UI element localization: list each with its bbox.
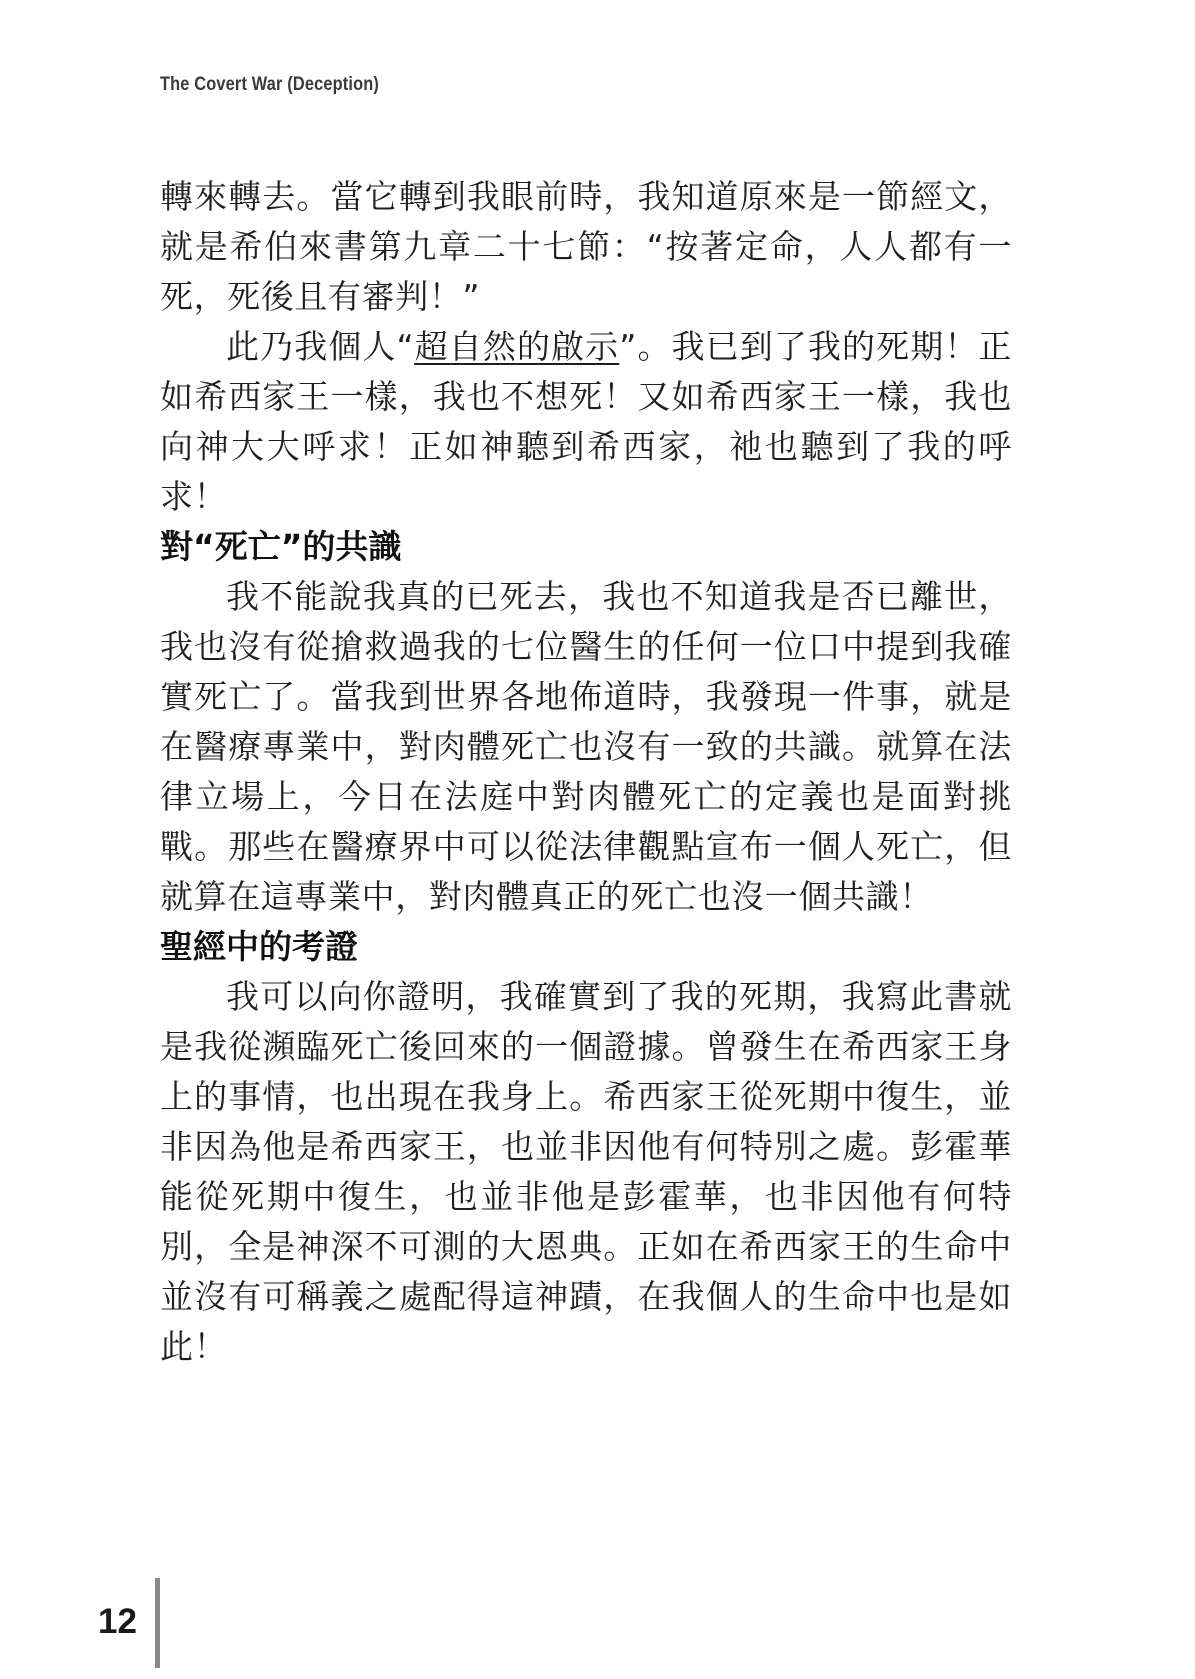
paragraph-continued: 轉來轉去。當它轉到我眼前時，我知道原來是一節經文，就是希伯來書第九章二十七節：“按著定命，人人都有一死，死後且有審判！” <box>160 177 1012 316</box>
paragraph-revelation-lead: 此乃我個人“ <box>226 327 415 366</box>
running-header-title: The Covert War (Deception) <box>160 74 380 95</box>
page-number: 12 <box>98 1602 137 1641</box>
paragraph-revelation <box>160 322 1012 522</box>
section-paragraph-scripture: 我可以向你證明，我確實到了我的死期，我寫此書就是我從瀕臨死亡後回來的一個證據。曾發生在希西家王身上的事情，也出現在我身上。希西家王從死期中復生，並非因為他是希西家王，也並非因他有何特別之處。彭霍華能從死期中復生，也並非他是彭霍華，也非因他有何特別，全是神深不可測的大恩典。正如在希西家王的生命中並沒有可稱義之處配得這神蹟，在我個人的生命中也是如此！ <box>160 977 1012 1366</box>
section-heading-scripture: 聖經中的考證 <box>160 927 358 966</box>
page-number-rule <box>155 1578 160 1668</box>
section-heading-consensus: 對“死亡”的共識 <box>160 527 402 566</box>
page-body <box>160 172 1012 1372</box>
paragraph-revelation-rest: ”。我已到了我的死期！正如希西家王一樣，我也不想死！又如希西家王一樣，我也向神大大呼求！正如神聽到希西家，祂也聽到了我的呼求！ <box>160 327 1013 516</box>
underlined-phrase: 超自然的啟示 <box>414 327 620 366</box>
section-paragraph-consensus: 我不能說我真的已死去，我也不知道我是否已離世，我也沒有從搶救過我的七位醫生的任何一位口中提到我確實死亡了。當我到世界各地佈道時，我發現一件事，就是在醫療專業中，對肉體死亡也沒有一致的共識。就算在法律立場上，今日在法庭中對肉體死亡的定義也是面對挑戰。那些在醫療界中可以從法律觀點宣布一個人死亡，但就算在這專業中，對肉體真正的死亡也沒一個共識！ <box>160 577 1012 916</box>
